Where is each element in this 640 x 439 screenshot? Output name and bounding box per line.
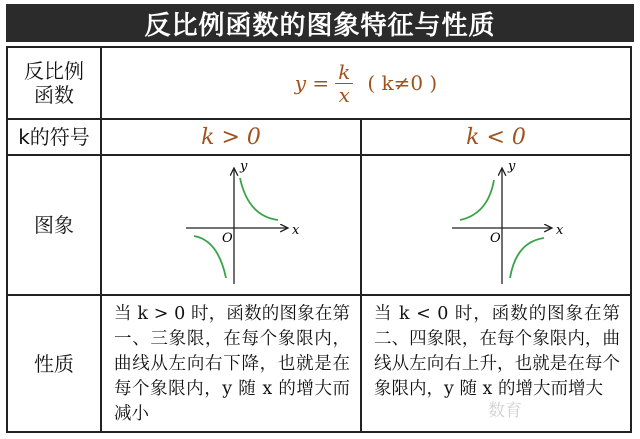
- x-axis-label: x: [292, 223, 300, 238]
- curve-quadrant-1: [240, 178, 278, 220]
- sign-label: [8, 118, 100, 154]
- property-label: [8, 294, 100, 431]
- formula-lhs: y =: [294, 71, 330, 95]
- y-axis-label: y: [240, 159, 248, 174]
- property-negative-text: 当 k < 0 时，函数的图象在第二、四象限，在每个象限内，曲线从左向右上升，也就是在每个象限内，y 随 x 的增大而增大: [374, 304, 620, 399]
- function-label: [8, 48, 100, 118]
- sign-negative: [360, 118, 630, 154]
- formula-numerator: k: [335, 61, 353, 84]
- curve-quadrant-4: [510, 238, 544, 278]
- graph-label-text: 图象: [34, 213, 74, 237]
- property-positive-text: 当 k > 0 时，函数的图象在第一、三象限，在每个象限内，曲线从左向右下降，也就是在每个象限内，y 随 x 的增大而减小: [114, 304, 350, 424]
- graph-negative: [360, 154, 630, 294]
- x-axis-label: x: [556, 223, 564, 238]
- origin-label: O: [490, 231, 501, 246]
- property-label-text: 性质: [34, 351, 74, 376]
- sign-label-text: k的符号: [18, 125, 90, 149]
- graph-label: [8, 154, 100, 294]
- graph-negative-svg: [362, 156, 628, 292]
- sign-positive: [100, 118, 360, 154]
- formula-fraction: [335, 61, 353, 106]
- formula: [100, 48, 630, 118]
- watermark-text: 数育: [488, 401, 522, 421]
- curve-quadrant-2: [460, 180, 494, 220]
- sign-positive-text: k > 0: [201, 124, 261, 150]
- page-title: 反比例函数的图象特征与性质: [144, 10, 496, 41]
- properties-table: [6, 46, 632, 433]
- formula-denominator: x: [338, 82, 350, 107]
- function-label-text: 反比例函数: [24, 59, 84, 107]
- watermark: [488, 396, 522, 421]
- title-banner: [6, 4, 634, 42]
- sign-negative-text: k < 0: [466, 124, 526, 150]
- origin-label: O: [222, 231, 233, 246]
- graph-positive: [100, 154, 360, 294]
- formula-condition: ( k≠0 ): [367, 71, 438, 95]
- graph-positive-svg: [102, 156, 358, 292]
- property-positive: [100, 294, 360, 431]
- y-axis-label: y: [508, 159, 516, 174]
